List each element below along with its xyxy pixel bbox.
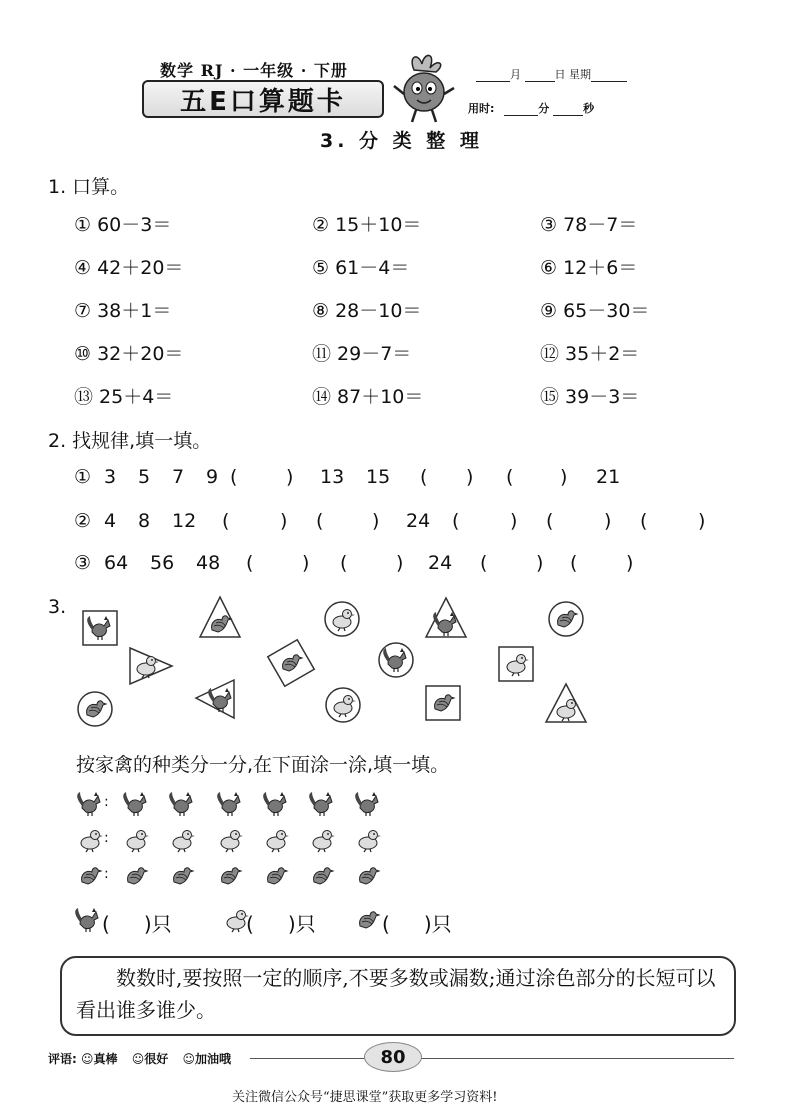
answer-paren[interactable]: ): [286, 466, 294, 488]
day-label: 日: [554, 68, 566, 81]
sequence-number: 3: [104, 466, 117, 488]
goose-icon: [360, 912, 379, 928]
goose-icon: [174, 868, 193, 884]
blank-close: ): [143, 912, 152, 936]
question-3-label: 3.: [48, 596, 67, 618]
unit-label: 只: [431, 912, 452, 936]
footer-divider: [250, 1058, 734, 1059]
calc-item: ⑨ 65－30＝: [540, 300, 650, 322]
sequence-number: ③: [74, 552, 92, 574]
duck-icon: [221, 831, 243, 853]
eval-option-3: 加油哦: [194, 1052, 231, 1066]
answer-paren[interactable]: (: [246, 552, 254, 574]
page-number: 80: [364, 1042, 422, 1072]
answer-paren[interactable]: (: [316, 510, 324, 532]
sequence-number: 5: [138, 466, 151, 488]
duck-icon: [359, 831, 381, 853]
answer-paren[interactable]: ): [466, 466, 474, 488]
calc-item: ⑬ 25＋4＝: [74, 386, 174, 408]
calc-item: ⑭ 87＋10＝: [312, 386, 424, 408]
answer-paren[interactable]: ): [536, 552, 544, 574]
rooster-icon: [263, 792, 286, 816]
calc-item: ⑪ 29－7＝: [312, 343, 412, 365]
row-separator: :: [104, 830, 109, 846]
sequence-number: 15: [366, 466, 391, 488]
blank-open: (: [382, 912, 390, 936]
sequence-number: ②: [74, 510, 92, 532]
question-2-label: 2. 找规律,填一填。: [48, 430, 212, 452]
rooster-icon: [77, 792, 100, 816]
eval-option-2: 很好: [144, 1052, 169, 1066]
answer-paren[interactable]: ): [560, 466, 568, 488]
sequence-number: 24: [428, 552, 453, 574]
answer-paren[interactable]: (: [340, 552, 348, 574]
answer-paren[interactable]: (: [506, 466, 514, 488]
calc-item: ③ 78－7＝: [540, 214, 638, 236]
calc-item: ⑤ 61－4＝: [312, 257, 410, 279]
goose-count-blank[interactable]: [382, 908, 452, 937]
duck-icon: [173, 831, 195, 853]
rooster-icon: [123, 792, 146, 816]
unit-label: 只: [295, 912, 316, 936]
answer-paren[interactable]: ): [396, 552, 404, 574]
book-subtitle: 数学 RJ · 一年级 · 下册: [160, 61, 348, 80]
sequence-number: 21: [596, 466, 621, 488]
answer-paren[interactable]: (: [452, 510, 460, 532]
sequence-number: 48: [196, 552, 221, 574]
minute-label: 分: [538, 102, 550, 115]
calc-item: ⑥ 12＋6＝: [540, 257, 638, 279]
unit-label: 只: [151, 912, 172, 936]
calc-item: ⑧ 28－10＝: [312, 300, 422, 322]
rooster-icon: [217, 792, 240, 816]
footer-note: 关注微信公众号“捷思课堂”获取更多学习资料!: [232, 1090, 498, 1105]
rooster-count-blank[interactable]: [102, 908, 172, 937]
answer-paren[interactable]: ): [510, 510, 518, 532]
blank-close: ): [423, 912, 432, 936]
answer-paren[interactable]: ): [372, 510, 380, 532]
goose-icon: [314, 868, 333, 884]
blank-open: (: [102, 912, 110, 936]
sequence-number: 8: [138, 510, 151, 532]
goose-icon: [128, 868, 147, 884]
weekday-label: 星期: [569, 68, 591, 81]
answer-paren[interactable]: ): [698, 510, 706, 532]
cheer-icon[interactable]: ☺: [182, 1052, 195, 1066]
evaluation-row: [48, 1050, 231, 1067]
answer-paren[interactable]: ): [604, 510, 612, 532]
time-label: 用时:: [468, 102, 495, 115]
goose-icon: [268, 868, 287, 884]
answer-paren[interactable]: (: [640, 510, 648, 532]
calc-item: ⑮ 39－3＝: [540, 386, 640, 408]
duck-icon: [81, 831, 103, 853]
answer-paren[interactable]: (: [230, 466, 238, 488]
blank-open: (: [246, 912, 254, 936]
tip-content: 数数时,要按照一定的顺序,不要多数或漏数;通过涂色部分的长短可以看出谁多谁少。: [76, 966, 716, 1022]
duck-count-blank[interactable]: [246, 908, 316, 937]
sequence-number: 7: [172, 466, 185, 488]
smile-big-icon[interactable]: ☺: [81, 1052, 94, 1066]
answer-paren[interactable]: (: [222, 510, 230, 532]
sequence-number: 24: [406, 510, 431, 532]
row-separator: :: [104, 866, 109, 882]
sequence-number: 56: [150, 552, 175, 574]
calc-item: ⑩ 32＋20＝: [74, 343, 184, 365]
question-1-label: 1. 口算。: [48, 176, 130, 198]
rooster-icon: [309, 792, 332, 816]
sequence-number: 12: [172, 510, 197, 532]
answer-paren[interactable]: (: [480, 552, 488, 574]
rooster-icon: [355, 792, 378, 816]
answer-paren[interactable]: ): [626, 552, 634, 574]
answer-paren[interactable]: (: [546, 510, 554, 532]
second-label: 秒: [583, 102, 595, 115]
rooster-icon: [75, 908, 98, 932]
calc-item: ⑦ 38＋1＝: [74, 300, 172, 322]
duck-icon: [313, 831, 335, 853]
banner-title: 五E口算题卡: [142, 80, 384, 118]
calc-item: ④ 42＋20＝: [74, 257, 184, 279]
eval-option-1: 真棒: [93, 1052, 118, 1066]
month-label: 月: [510, 68, 521, 81]
duck-icon: [267, 831, 289, 853]
row-separator: :: [104, 794, 109, 810]
sequence-number: ①: [74, 466, 92, 488]
q3-instruction: 按家禽的种类分一分,在下面涂一涂,填一填。: [76, 754, 450, 776]
rooster-icon: [169, 792, 192, 816]
smile-icon[interactable]: ☺: [131, 1052, 145, 1066]
eval-label: 评语:: [48, 1052, 77, 1066]
answer-paren[interactable]: (: [570, 552, 578, 574]
blank-close: ): [287, 912, 296, 936]
sequence-number: 9: [206, 466, 219, 488]
calc-item: ① 60－3＝: [74, 214, 172, 236]
duck-icon: [127, 831, 149, 853]
answer-paren[interactable]: (: [420, 466, 428, 488]
goose-icon: [360, 868, 379, 884]
calc-item: ② 15＋10＝: [312, 214, 422, 236]
goose-icon: [82, 868, 101, 884]
sequence-number: 64: [104, 552, 129, 574]
calc-item: ⑫ 35＋2＝: [540, 343, 640, 365]
answer-paren[interactable]: ): [302, 552, 310, 574]
sequence-number: 13: [320, 466, 345, 488]
page-title: 3. 分 类 整 理: [320, 130, 483, 152]
answer-paren[interactable]: ): [280, 510, 288, 532]
sequence-number: 4: [104, 510, 117, 532]
tip-text: [76, 962, 722, 1026]
goose-icon: [222, 868, 241, 884]
